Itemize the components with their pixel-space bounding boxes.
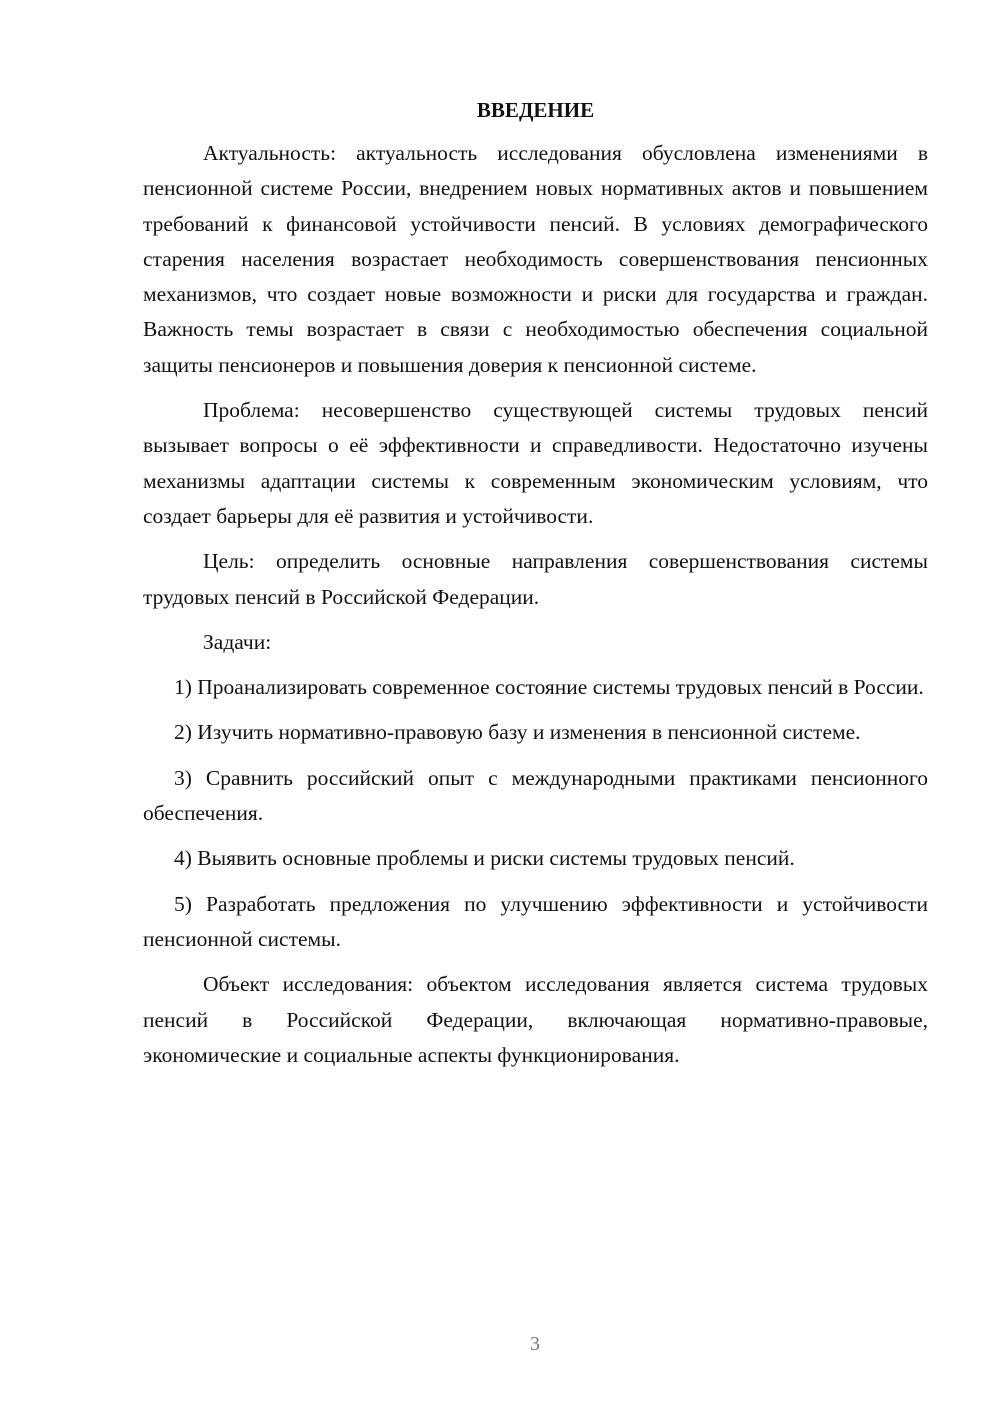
task-item-4: 4) Выявить основные проблемы и риски системы трудовых пенсий.	[174, 846, 795, 871]
task-item-3: 3) Сравнить российский опыт с международными практиками пенсионного обеспечения.	[143, 765, 928, 826]
tasks-heading: Задачи:	[203, 629, 272, 654]
problem-paragraph: Проблема: несовершенство существующей системы трудовых пенсий вызывает вопросы о её эффективности и справедливости. Недостаточно изучены механизмы адаптации системы к современным экономическим условиям, что создает барьеры для её развития и устойчивости.	[143, 398, 928, 528]
section-title: ВВЕДЕНИЕ	[476, 98, 595, 122]
document-page	[143, 93, 928, 1073]
goal-paragraph: Цель: определить основные направления совершенствования системы трудовых пенсий в Российской Федерации.	[143, 549, 928, 609]
task-item-2: 2) Изучить нормативно-правовую базу и изменения в пенсионной системе.	[174, 720, 861, 745]
relevance-paragraph: Актуальность: актуальность исследования обусловлена изменениями в пенсионной системе России, внедрением новых нормативных актов и повышением требований к финансовой устойчивости пенсий. В условиях демографического старения населения возрастает необходимость совершенствования пенсионных механизмов, что создает новые возможности и риски для государства и граждан. Важность темы возрастает в связи с необходимостью обеспечения социальной защиты пенсионеров и повышения доверия к пенсионной системе.	[143, 141, 928, 377]
page-number: 3	[530, 1333, 540, 1355]
task-item-5: 5) Разработать предложения по улучшению эффективности и устойчивости пенсионной системы.	[143, 891, 928, 951]
task-item-1: 1) Проанализировать современное состояние системы трудовых пенсий в России.	[174, 675, 924, 700]
object-paragraph: Объект исследования: объектом исследования является система трудовых пенсий в Российской Федерации, включающая нормативно-правовые, экономические и социальные аспекты функционирования.	[143, 972, 928, 1067]
